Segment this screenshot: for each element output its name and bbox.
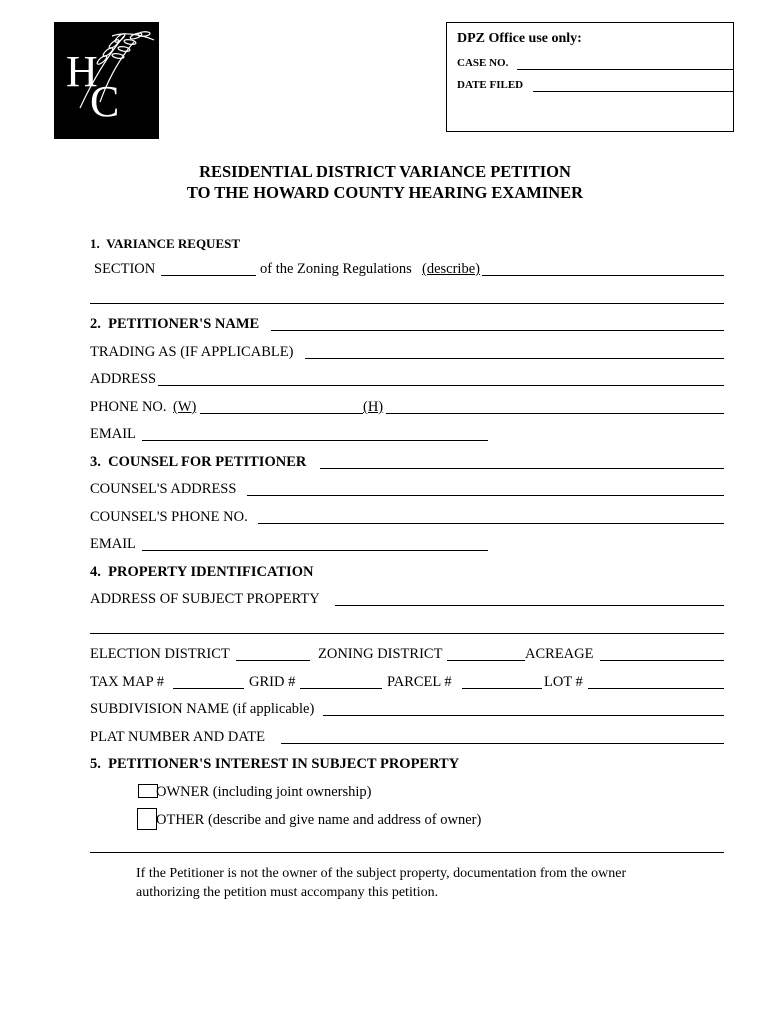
trading-as-field[interactable]: [305, 358, 724, 359]
lot-field[interactable]: [588, 688, 724, 689]
counsel-address-label: COUNSEL'S ADDRESS: [90, 481, 237, 497]
tax-map-label: TAX MAP #: [90, 674, 165, 690]
petitioner-interest-heading: 5. PETITIONER'S INTEREST IN SUBJECT PROPERTY: [90, 756, 460, 772]
counsel-email-field[interactable]: [142, 550, 488, 551]
date-filed-field[interactable]: [533, 91, 733, 92]
phone-home-field[interactable]: [386, 413, 724, 414]
tax-map-field[interactable]: [173, 688, 244, 689]
other-describe-field[interactable]: [90, 852, 724, 853]
counsel-name-field[interactable]: [320, 468, 724, 469]
counsel-heading: 3. COUNSEL FOR PETITIONER: [90, 454, 307, 470]
case-no-label: CASE NO.: [457, 57, 509, 69]
counsel-phone-field[interactable]: [258, 523, 724, 524]
grid-field[interactable]: [300, 688, 382, 689]
other-option-label: OTHER (describe and give name and address of owner): [156, 812, 482, 828]
property-address-field[interactable]: [335, 605, 724, 606]
variance-request-heading: 1. VARIANCE REQUEST: [90, 236, 241, 251]
subdivision-field[interactable]: [323, 715, 724, 716]
plat-label: PLAT NUMBER AND DATE: [90, 729, 265, 745]
date-filed-label: DATE FILED: [457, 79, 524, 91]
address-field[interactable]: [158, 385, 724, 386]
counsel-address-field[interactable]: [247, 495, 724, 496]
trading-as-label: TRADING AS (IF APPLICABLE): [90, 344, 294, 360]
describe-field[interactable]: [482, 275, 724, 276]
counsel-email-label: EMAIL: [90, 536, 136, 552]
subdivision-label: SUBDIVISION NAME (if applicable): [90, 701, 315, 717]
address-label: ADDRESS: [90, 371, 157, 387]
section-field[interactable]: [161, 275, 256, 276]
counsel-phone-label: COUNSEL'S PHONE NO.: [90, 509, 248, 525]
office-use-title: DPZ Office use only:: [457, 31, 582, 46]
email-field[interactable]: [142, 440, 488, 441]
form-title-line2: TO THE HOWARD COUNTY HEARING EXAMINER: [186, 183, 584, 202]
describe-label: (describe): [422, 261, 480, 277]
property-address-label: ADDRESS OF SUBJECT PROPERTY: [90, 591, 320, 607]
describe-field-line2[interactable]: [90, 303, 724, 304]
zoning-regulations-label: of the Zoning Regulations: [260, 261, 412, 277]
other-checkbox[interactable]: [137, 808, 157, 830]
parcel-label: PARCEL #: [387, 674, 452, 690]
section-label: SECTION: [94, 261, 156, 277]
howard-county-logo: [54, 22, 159, 139]
property-address-field-line2[interactable]: [90, 633, 724, 634]
owner-documentation-note: If the Petitioner is not the owner of the subject property, documentation from the owner authorizing the petition must accompany this petition.: [136, 866, 627, 900]
logo-letter-h: H: [66, 47, 98, 96]
phone-work-label: (W): [173, 399, 197, 415]
parcel-field[interactable]: [462, 688, 542, 689]
phone-label: PHONE NO.: [90, 399, 167, 415]
zoning-district-label: ZONING DISTRICT: [318, 646, 443, 662]
plat-field[interactable]: [281, 743, 724, 744]
election-district-label: ELECTION DISTRICT: [90, 646, 230, 662]
owner-checkbox[interactable]: [138, 784, 158, 798]
owner-option-label: OWNER (including joint ownership): [156, 784, 372, 800]
acreage-field[interactable]: [600, 660, 724, 661]
election-district-field[interactable]: [236, 660, 310, 661]
grid-label: GRID #: [249, 674, 296, 690]
phone-work-field[interactable]: [200, 413, 363, 414]
email-label: EMAIL: [90, 426, 136, 442]
zoning-district-field[interactable]: [447, 660, 525, 661]
logo-letter-c: C: [90, 77, 120, 126]
petitioner-name-heading: 2. PETITIONER'S NAME: [90, 316, 260, 332]
lot-label: LOT #: [544, 674, 583, 690]
form-title-line1: RESIDENTIAL DISTRICT VARIANCE PETITION: [199, 162, 571, 181]
acreage-label: ACREAGE: [525, 646, 594, 662]
case-no-field[interactable]: [517, 69, 733, 70]
property-id-heading: 4. PROPERTY IDENTIFICATION: [90, 564, 314, 580]
petitioner-name-field[interactable]: [271, 330, 724, 331]
office-use-box: [446, 22, 734, 132]
phone-home-label: (H): [363, 399, 384, 415]
